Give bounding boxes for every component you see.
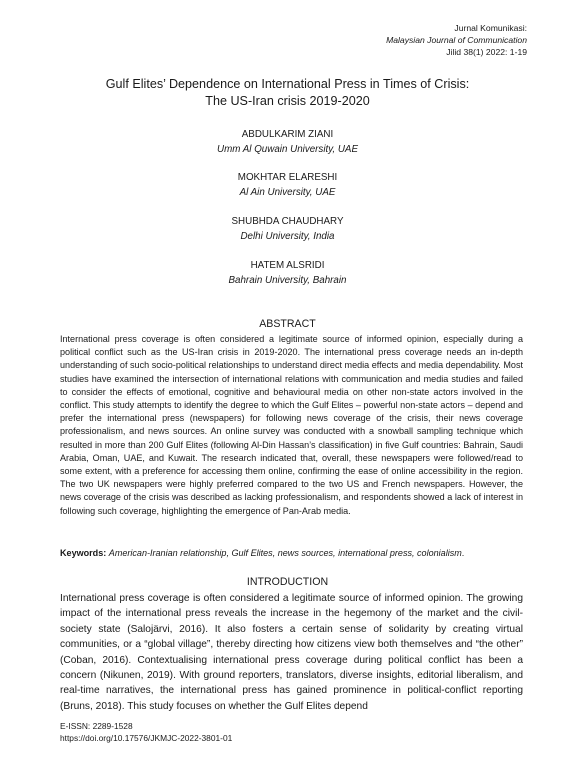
introduction-heading: INTRODUCTION	[246, 576, 329, 588]
journal-subtitle: Malaysian Journal of Communication	[386, 35, 527, 45]
abstract-heading: ABSTRACT	[259, 318, 316, 330]
keywords-end: .	[461, 548, 465, 558]
introduction-text: International press coverage is often considered a legitimate source of informed opinion. The growing impact of the international press reveals the increase in the hegemony of the market and the civil-society state (Salojärvi, 2016). It also fosters a certain sense of solidarity by creating virtual communities, or a “global village”, thereby directing how citizens view both themselves and “the other” (Coban, 2016). Contextualising international press coverage during political conflict has been a concern (Nikunen, 2019). With ground reporters, translators, diverse insights, editorial liberalism, and real-time narratives, the international press has gained prominence in political-conflict reporting (Bruns, 2018). This study focuses on whether the Gulf Elites depend	[60, 593, 523, 712]
author-2	[0, 170, 575, 200]
journal-volume: Jilid 38(1) 2022: 1-19	[446, 47, 527, 57]
author-name: SHUBHDA CHAUDHARY	[231, 216, 344, 227]
author-affiliation: Al Ain University, UAE	[239, 187, 336, 198]
author-name: HATEM ALSRIDI	[250, 260, 325, 271]
paper-title-line-1: Gulf Elites’ Dependence on International Press in Times of Crisis:	[105, 77, 470, 91]
keywords-text: American-Iranian relationship, Gulf Elites, news sources, international press, colonialism	[108, 548, 462, 558]
author-4	[0, 258, 575, 288]
keywords-label: Keywords:	[60, 548, 107, 558]
author-1	[0, 127, 575, 157]
issn: E-ISSN: 2289-1528	[60, 721, 133, 731]
author-affiliation: Delhi University, India	[240, 231, 335, 242]
abstract-text: International press coverage is often considered a legitimate source of informed opinion, especially during a political conflict such as the US-Iran crisis in 2019-2020. The international press coverage needs an in-depth understanding of such socio-political relationships to understand direct media effects and media dependability. Most studies have examined the intersection of international relations with communication and media studies and failed to consider the effects of emotional, cognitive and behavioural media on other non-state actors involved in the conflict. This study attempts to identify the degree to which the Gulf Elites – powerful non-state actors – depend and prefer the international press (newspapers) for following news coverage of the crisis, their news coverage professionalism, and news sources. An online survey was conducted with a snowball sampling technique which resulted in more than 200 Gulf Elites (following Al-Din Hassan’s classification) in five Gulf countries: Bahrain, Saudi Arabia, Oman, UAE, and Kuwait. The research indicated that, overall, these newspapers were followed/read to some extent, with a preference for accessing them online, confirming the ease of online accessibility in the region. The two UK newspapers were highly preferred compared to the two US and French newspapers. However, the news coverage of the crisis was described as lacking professionalism, and respondents showed a lack of interest in following such coverage, highlighting the emergence of Pan-Arab media.	[60, 334, 523, 516]
author-affiliation: Bahrain University, Bahrain	[228, 275, 347, 286]
author-name: ABDULKARIM ZIANI	[241, 129, 334, 140]
journal-header	[386, 22, 527, 58]
page-footer	[60, 720, 232, 744]
journal-name: Jurnal Komunikasi:	[454, 23, 527, 33]
keywords	[60, 547, 523, 560]
author-3	[0, 214, 575, 244]
doi-link[interactable]: https://doi.org/10.17576/JKMJC-2022-3801-01	[60, 733, 233, 743]
paper-title-line-2: The US-Iran crisis 2019-2020	[205, 94, 370, 108]
paper-title	[0, 76, 575, 110]
author-name: MOKHTAR ELARESHI	[237, 172, 338, 183]
author-affiliation: Umm Al Quwain University, UAE	[217, 144, 358, 155]
